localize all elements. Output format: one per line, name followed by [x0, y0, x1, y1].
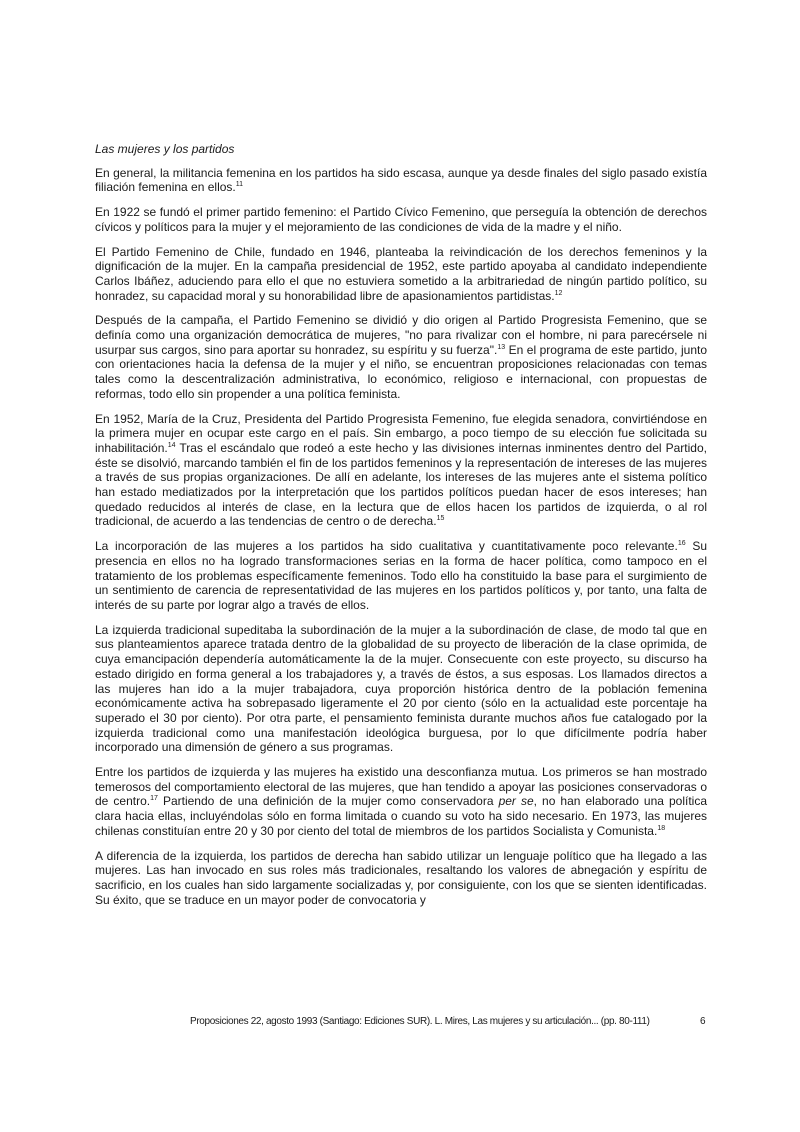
footnote-ref: 16	[677, 540, 686, 548]
paragraph-text: Su presencia en ellos no ha logrado transformaciones serias en la forma de hacer política, como tampoco en el tratamiento de los problemas específicamente femeninos. Todo ello ha constituido la base para el surgimiento de un sentimiento de carencia de representatividad de las mujeres en los partidos políticos y, por tanto, una falta de interés de su parte por lograr algo a través de ellos.	[95, 539, 707, 612]
paragraph-text: Después de la campaña, el Partido Femenino se dividió y dio origen al Partido Progresista Femenino, que se definía como una organización democrática de mujeres, "no para rivalizar con el hombre, ni para parecérsele ni usurpar sus cargos, sino para aportar su honradez, su espíritu y su fuerza".	[95, 313, 707, 357]
paragraph-9	[95, 849, 707, 908]
paragraph-text: , no han elaborado una política clara hacia ellas, incluyéndolas sólo en forma limitada o cuando su voto ha sido necesario. En 1973, las mujeres chilenas constituían entre 20 y 30 por ciento del total de miembros de los partidos Socialista y Comunista.	[95, 794, 708, 838]
footnote-ref: 12	[554, 289, 563, 297]
footnote-ref: 14	[167, 441, 176, 449]
paragraph-italic-text: per se	[498, 794, 534, 809]
paragraph-text: La incorporación de las mujeres a los partidos ha sido cualitativa y cuantitativamente poco relevante.	[95, 539, 678, 554]
footnote-ref: 17	[150, 795, 158, 803]
paragraph-4	[95, 313, 707, 401]
paragraph-8	[95, 765, 707, 839]
paragraph-text: Tras el escándalo que rodeó a este hecho y las divisiones internas inminentes dentro del Partido, éste se disolvió, marcando también el fin de los partidos femeninos y la representación de intereses de las mujeres a través de sus propias organizaciones. De allí en adelante, los intereses de las mujeres ante el sistema político han estado mediatizados por la interpretación que los partidos políticos puedan hacer de esos intereses; han quedado reducidos al interés de clase, en la lectura que de ellos hacen los partidos de izquierda, o al rol tradicional, de acuerdo a las tendencias de centro o de derecha.	[95, 440, 707, 529]
footer-citation: Proposiciones 22, agosto 1993 (Santiago: Ediciones SUR). L. Mires, Las mujeres y su articulación... (pp. 80-111)	[190, 1016, 650, 1027]
paragraph-text: Partiendo de una definición de la mujer como conservadora	[157, 794, 499, 809]
paragraph-text: A diferencia de la izquierda, los partidos de derecha han sabido utilizar un lenguaje político que ha llegado a las mujeres. Las han invocado en sus roles más tradicionales, resaltando los valores de abnegación y espíritu de sacrificio, en los cuales han sido largamente socializadas y, por consiguiente, con los que se sienten identificadas. Su éxito, que se traduce en un mayor poder de convocatoria y	[95, 848, 707, 907]
paragraph-7	[95, 623, 707, 755]
paragraph-6	[95, 539, 707, 613]
section-heading: Las mujeres y los partidos	[95, 142, 235, 156]
paragraph-text: En general, la militancia femenina en los partidos ha sido escasa, aunque ya desde finales del siglo pasado existía filiación femenina en ellos.	[95, 165, 707, 195]
footnote-ref: 13	[497, 343, 506, 351]
paragraph-text: En el programa de este partido, junto con orientaciones hacia la defensa de la mujer y el niño, se encuentran proposiciones relacionadas con temas tales como la descentralización administrativa, lo económico, religioso e internacional, con propuestas de reformas, todo ello sin propender a una política feminista.	[95, 342, 707, 401]
footnote-ref: 15	[436, 515, 445, 523]
paragraph-3	[95, 245, 707, 304]
paragraph-2	[95, 205, 707, 234]
paragraph-text: En 1952, María de la Cruz, Presidenta del Partido Progresista Femenino, fue elegida senadora, convirtiéndose en la primera mujer en ocupar este cargo en el país. Sin embargo, a poco tiempo de su elección fue solicitada su inhabilitación.	[95, 411, 707, 455]
page-number: 6	[700, 1016, 706, 1027]
paragraph-text: La izquierda tradicional supeditaba la subordinación de la mujer a la subordinación de clase, de modo tal que en sus planteamientos aparece tratada dentro de la globalidad de su proyecto de liberación de la clase oprimida, de cuya emancipación dependería automáticamente la de la mujer. Consecuente con este proyecto, su discurso ha estado dirigido en forma general a los trabajadores y, a través de éstos, a sus esposas. Los llamados directos a las mujeres han ido a la mujer trabajadora, cuya proporción histórica dentro de la población femenina económicamente activa ha sobrepasado ligeramente el 20 por ciento (sólo en la actualidad este porcentaje ha superado el 30 por ciento). Por otra parte, el pensamiento feminista durante muchos años fue catalogado por la izquierda tradicional como una manifestación ideológica burguesa, por lo que difícilmente podría haber incorporado una dimensión de género a sus programas.	[95, 622, 707, 755]
paragraph-5	[95, 412, 707, 530]
document-body	[95, 142, 707, 917]
paragraph-text: El Partido Femenino de Chile, fundado en 1946, planteaba la reivindicación de los derechos femeninos y la dignificación de la mujer. En la campaña presidencial de 1952, este partido apoyaba al candidato independiente Carlos Ibáñez, aduciendo para ello el que no estuviera sometido a la arbitrariedad de ningún partido político, su honradez, su capacidad moral y su honorabilidad libre de apasionamientos partidistas.	[95, 244, 707, 303]
paragraph-1	[95, 166, 707, 195]
paragraph-text: En 1922 se fundó el primer partido femenino: el Partido Cívico Femenino, que perseguía la obtención de derechos cívicos y políticos para la mujer y el mejoramiento de las condiciones de vida de la madre y el niño.	[95, 205, 707, 234]
footnote-ref: 11	[235, 181, 244, 189]
paragraph-text: Entre los partidos de izquierda y las mujeres ha existido una desconfianza mutua. Los primeros se han mostrado temerosos del comportamiento electoral de las mujeres, que han tendido a apoyar las posiciones conservadoras o de centro.	[95, 765, 707, 809]
footnote-ref: 18	[657, 824, 666, 832]
